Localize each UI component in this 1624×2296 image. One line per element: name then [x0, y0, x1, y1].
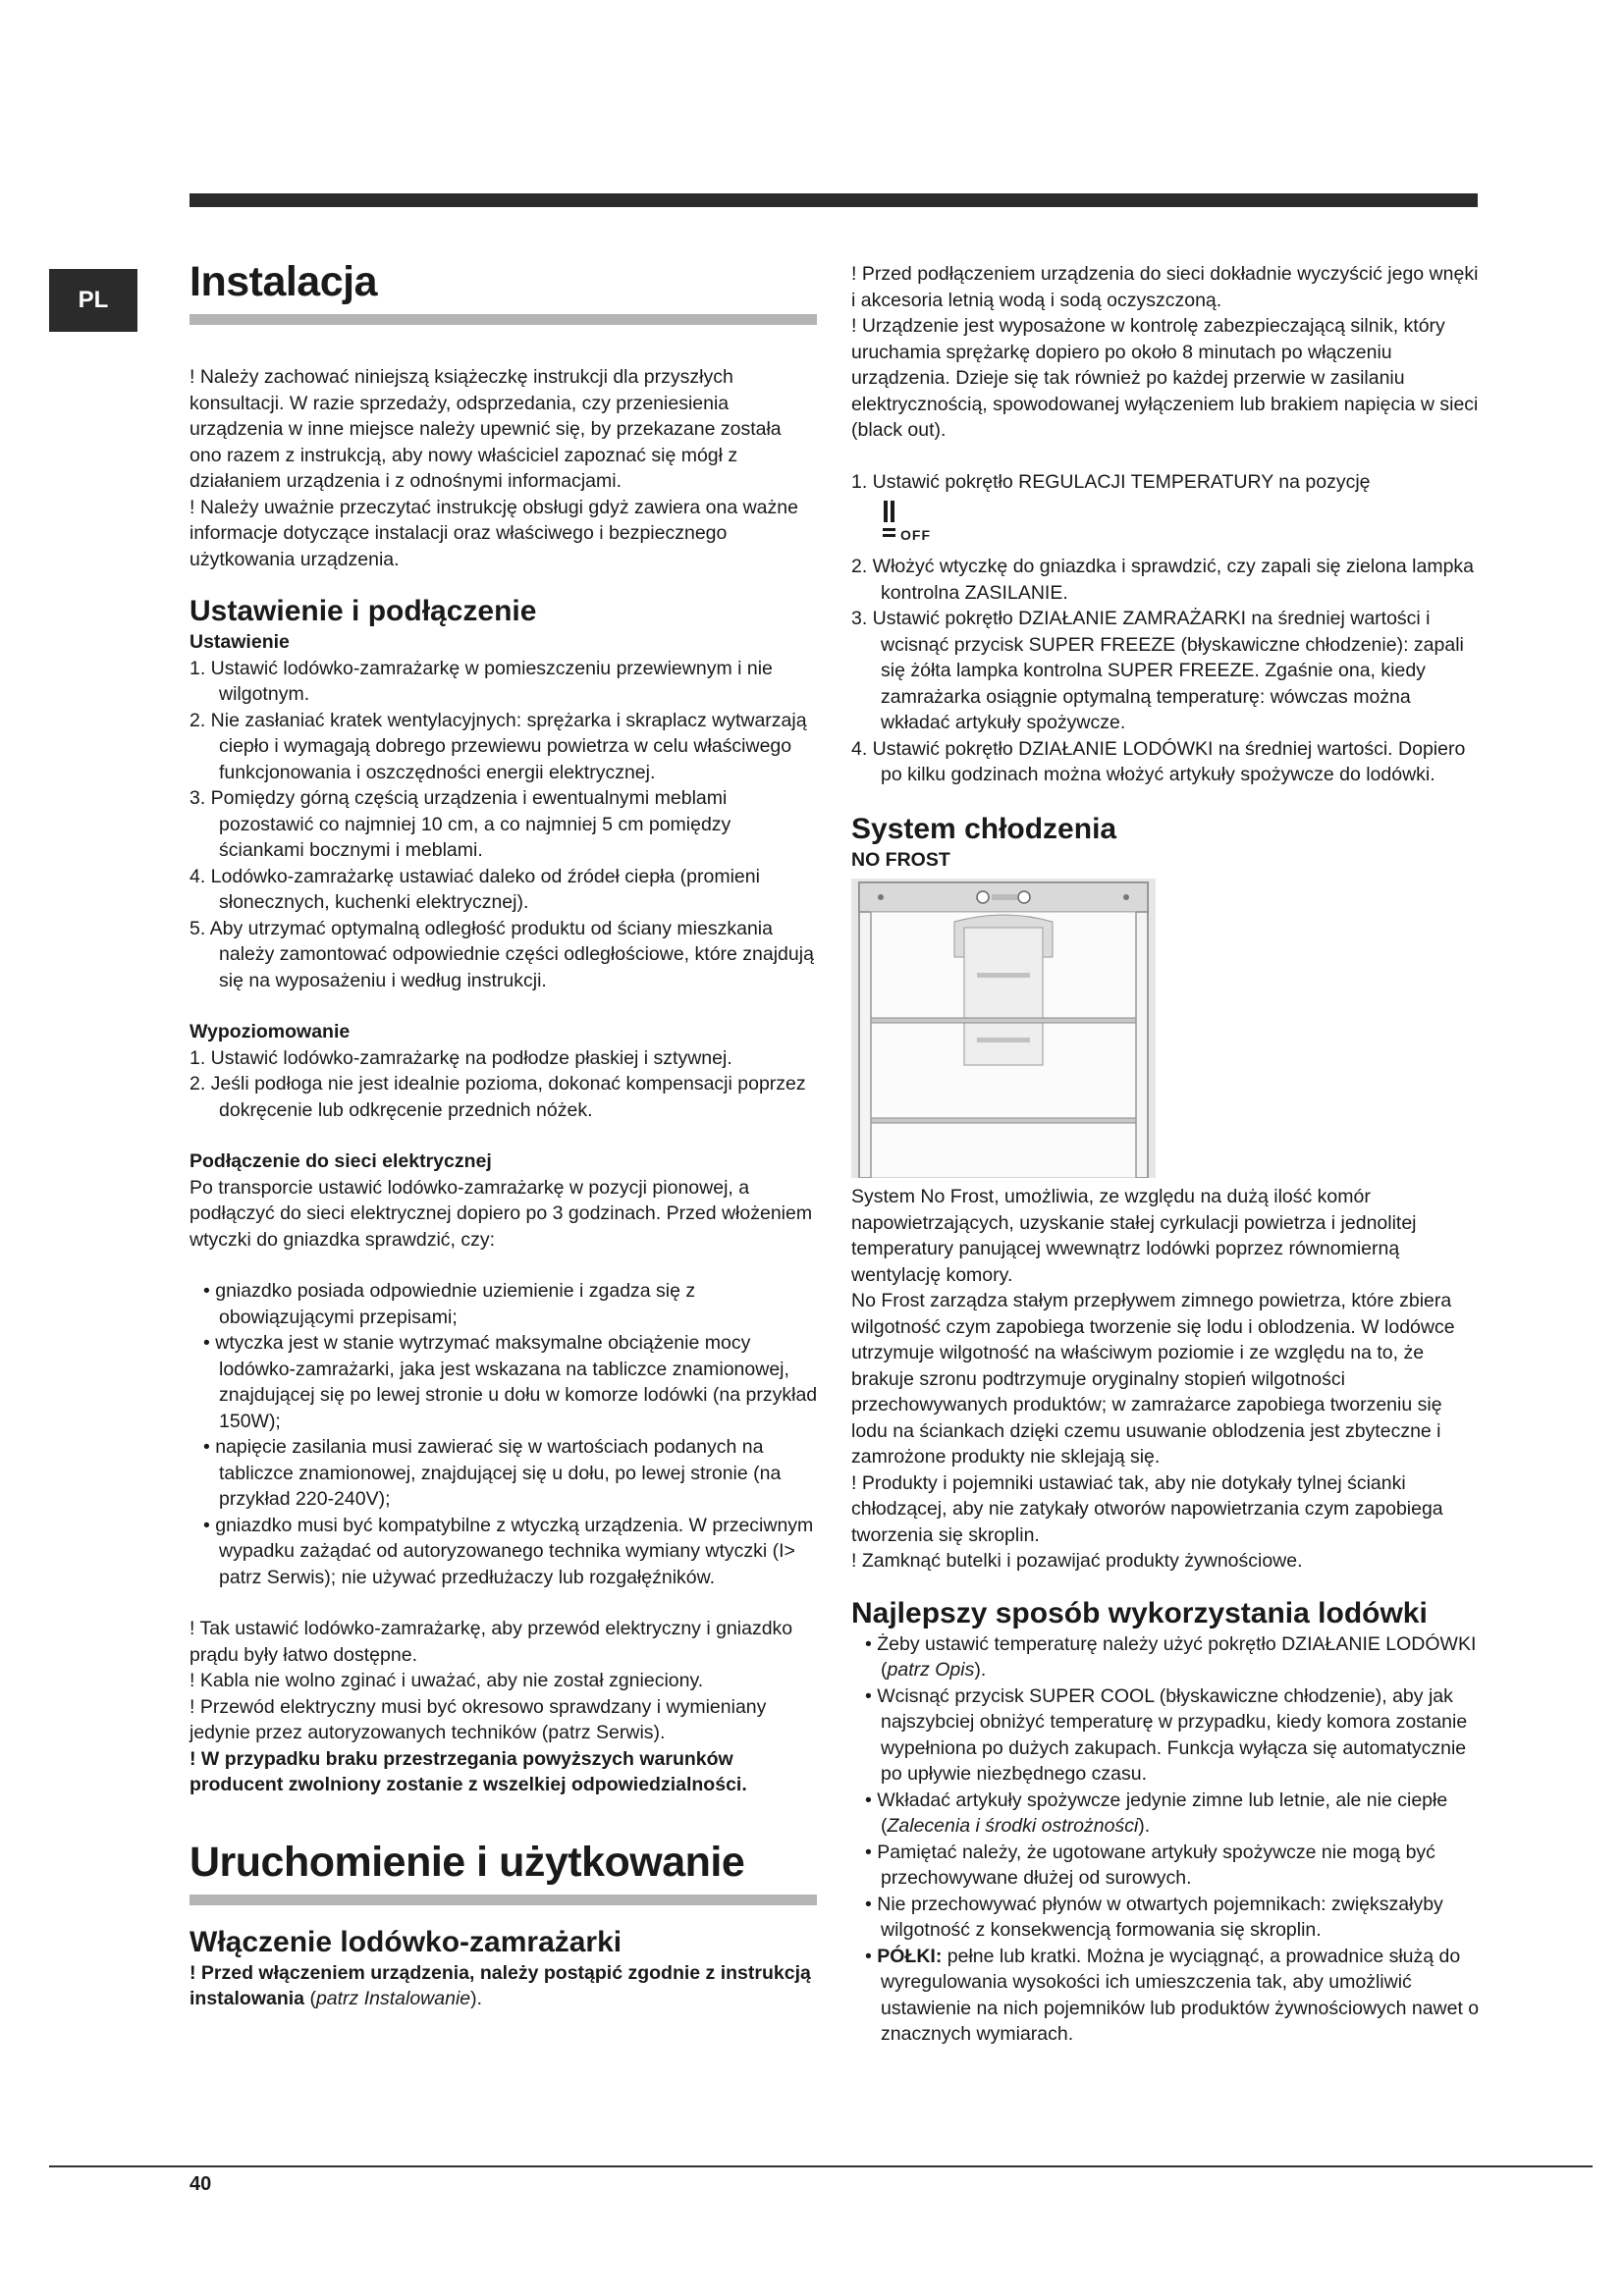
startup-steps [851, 469, 1480, 496]
list-item: • Pamiętać należy, że ugotowane artykuły spożywcze nie mogą być przechowywane dłużej od surowych. [865, 1841, 1435, 1889]
page-number: 40 [189, 2173, 212, 2195]
heading-cooling-system: System chłodzenia [851, 812, 1117, 845]
list-item: 1. Ustawić pokrętło REGULACJI TEMPERATURY na pozycję [851, 470, 1371, 493]
liability-warning: ! W przypadku braku przestrzegania powyższych warunków producent zwolniony zostanie z wszelkiej odpowiedzialności. [189, 1747, 747, 1795]
list-item: 2. Nie zasłaniać kratek wentylacyjnych: sprężarka i skraplacz wytwarzają ciepło i wymagają dobrego przewiewu powietrza w celu właściwego funkcjonowania i oszczędności energii elektrycznej. [189, 709, 807, 783]
best-use-text: pełne lub kratki. Można je wyciągnąć, a prowadnice służą do wyregulowania wysokości ich umieszczenia tak, aby umożliwić ustawienie na nich pojemników lub produktów żywnościowych nawet o znacznych wymiarach. [881, 1945, 1480, 2045]
startup-steps-cont [851, 554, 1480, 788]
list-item [851, 1944, 1480, 2048]
paren-open: ( [304, 1988, 316, 2009]
list-item: 4. Lodówko-zamrażarkę ustawiać daleko od źródeł ciepła (promieni słonecznych, kuchenki elektrycznej). [189, 865, 760, 913]
placement-steps [189, 656, 818, 994]
best-use-text: ). [974, 1659, 987, 1681]
list-item: 2. Włożyć wtyczkę do gniazdka i sprawdzić, czy zapali się zielona lampka kontrolna ZASILANIE. [851, 556, 1475, 604]
list-item: • gniazdko posiada odpowiednie uziemienie i zgadza się z obowiązującymi przepisami; [203, 1280, 696, 1328]
paren-close: ). [470, 1988, 483, 2009]
switch-on-bold: ! Przed włączeniem urządzenia, należy postąpić zgodnie z instrukcją instalowania [189, 1961, 811, 2009]
cross-reference: Zalecenia i środki ostrożności [887, 1815, 1139, 1837]
motor-protection-paragraph: ! Urządzenie jest wyposażone w kontrolę zabezpieczającą silnik, który uruchamia sprężarkę dopiero po około 8 minutach po włączeniu urządzenia. Dzieje się tak również po każdej przerwie w zasilaniu elektrycznością, spowodowanej wyłączeniem lub brakiem napięcia w sieci (black out). [851, 315, 1479, 441]
subheading-placement: Ustawienie [189, 631, 290, 653]
shelves-label: PÓŁKI: [877, 1945, 943, 1967]
list-item: • Wcisnąć przycisk SUPER COOL (błyskawiczne chłodzenie), aby jak najszybciej obniżyć temperaturę w przypadku, kiedy komora zostanie wypełniona po dużych zakupach. Funkcja wyłącza się automatycznie po upływie niezbędnego czasu. [865, 1684, 1468, 1785]
electrical-paragraph: Po transporcie ustawić lodówko-zamrażarkę w pozycji pionowej, a podłączyć do sieci elektrycznej dopiero po 3 godzinach. Przed włożeniem wtyczki do gniazdka sprawdzić, czy: [189, 1176, 813, 1251]
no-frost-paragraph: No Frost zarządza stałym przepływem zimnego powietrza, które zbiera wilgotność czym zapobiega tworzenie się lodu i oblodzenia. W lodówce utrzymuje wilgotność na właściwym poziomie i ze względu na to, że brakuje szronu podtrzymuje oryginalny stopień wilgotności przechowywanych produktów; w zamrażarce zapobiega tworzeniu się lodu na ściankach dzięki czemu usuwanie oblodzenia jest zbyteczne i zamrożone produkty nie sklejają się. [851, 1290, 1455, 1468]
intro-paragraph: ! Należy uważnie przeczytać instrukcję obsługi gdyż zawiera ona ważne informacje dotyczące instalacji oraz właściwego i bezpiecznego użytkowania urządzenia. [189, 496, 798, 570]
left-column [189, 257, 818, 2012]
bullet: • [865, 1945, 878, 1967]
warning-paragraph: ! Tak ustawić lodówko-zamrażarkę, aby przewód elektryczny i gniazdko prądu były łatwo dostępne. [189, 1618, 793, 1666]
cross-reference: patrz Opis [887, 1659, 975, 1681]
heading-switch-on: Włączenie lodówko-zamrażarki [189, 1925, 623, 1958]
list-item [851, 1631, 1480, 1683]
best-use-list [851, 1631, 1480, 2048]
off-symbol-icon [881, 495, 999, 554]
list-item: 3. Pomiędzy górną częścią urządzenia i ewentualnymi meblami pozostawić co najmniej 10 cm, a co najmniej 5 cm pomiędzy ściankami bocznymi i meblami. [189, 787, 731, 861]
footer-rule [49, 2165, 1593, 2167]
title-underline [189, 314, 817, 325]
no-frost-paragraph: System No Frost, umożliwia, ze względu na dużą ilość komór napowietrzających, uzyskanie stałej cyrkulacji powietrza i jednolitej temperatury panującej wwewnątrz lodówki poprzez równomierną wentylację komory. [851, 1186, 1417, 1286]
best-use-text: • Żeby ustawić temperaturę należy użyć pokrętło DZIAŁANIE LODÓWKI ( [865, 1632, 1477, 1681]
best-use-text: ). [1138, 1815, 1151, 1837]
list-item: • napięcie zasilania musi zawierać się w wartościach podanych na tabliczce znamionowej, znajdującej się u dołu, po lewej stronie (na przykład 220-240V); [203, 1436, 782, 1510]
no-frost-warning: ! Produkty i pojemniki ustawiać tak, aby nie dotykały tylnej ścianki chłodzącej, aby nie zatykały otworów napowietrzania czym zapobiega tworzenia się skroplin. [851, 1471, 1443, 1546]
switch-on-paragraph [189, 1960, 818, 2012]
section-title-installation: Instalacja [189, 258, 377, 305]
subheading-no-frost: NO FROST [851, 848, 950, 871]
list-item: 1. Ustawić lodówko-zamrażarkę w pomieszczeniu przewiewnym i nie wilgotnym. [189, 657, 773, 705]
off-position-icon [881, 495, 1480, 554]
title-underline [189, 1895, 817, 1905]
list-item [851, 1788, 1480, 1840]
best-use-text: • Wkładać artykuły spożywcze jedynie zimne lub letnie, ale nie ciepłe ( [865, 1789, 1448, 1837]
list-item: • gniazdko musi być kompatybilne z wtyczką urządzenia. W przeciwnym wypadku zażądać od autoryzowanego technika wymiany wtyczki (I> patrz Serwis); nie używać przedłużaczy lub rozgałęźników. [203, 1514, 814, 1588]
list-item: • Nie przechowywać płynów w otwartych pojemnikach: zwiększałyby wilgotność z konsekwencją formowania się skroplin. [865, 1893, 1443, 1941]
warning-paragraph: ! Kabla nie wolno zginać i uważać, aby nie został zgnieciony. [189, 1670, 704, 1691]
fridge-interior-illustration [851, 879, 1156, 1178]
list-item: 1. Ustawić lodówko-zamrażarkę na podłodze płaskiej i sztywnej. [189, 1046, 732, 1069]
list-item: 5. Aby utrzymać optymalną odległość produktu od ściany mieszkania należy zamontować odpowiednie części odległościowe, które znajdują się na wyposażeniu i według instrukcji. [189, 917, 814, 991]
subheading-leveling: Wypoziomowanie [189, 1021, 351, 1042]
list-item: 2. Jeśli podłoga nie jest idealnie pozioma, dokonać kompensacji poprzez dokręcenie lub odkręcenie przednich nóżek. [189, 1073, 806, 1121]
list-item: • wtyczka jest w stanie wytrzymać maksymalne obciążenie mocy lodówko-zamrażarki, jaka jest wskazana na tabliczce znamionowej, znajdującej się po lewej stronie u dołu w komorze lodówki (na przykład 150W); [203, 1332, 818, 1432]
right-column [851, 261, 1480, 2048]
no-frost-warning: ! Zamknąć butelki i pozawijać produkty żywnościowe. [851, 1550, 1303, 1572]
cross-reference: patrz Instalowanie [315, 1988, 471, 2009]
heading-placement-connection: Ustawienie i podłączenie [189, 595, 537, 627]
list-item: 3. Ustawić pokrętło DZIAŁANIE ZAMRAŻARKI na średniej wartości i wcisnąć przycisk SUPER FREEZE (błyskawiczne chłodzenie): zapali się żółta lampka kontrolna SUPER FREEZE. Zgaśnie ona, kiedy zamrażarka osiągnie optymalną temperaturę: wówczas można wkładać artykuły spożywcze. [851, 608, 1464, 733]
section-title-start-use: Uruchomienie i użytkowanie [189, 1838, 745, 1886]
off-label: OFF [900, 527, 931, 543]
leveling-steps [189, 1045, 818, 1124]
electrical-checklist [189, 1278, 818, 1590]
heading-best-use: Najlepszy sposób wykorzystania lodówki [851, 1596, 1428, 1629]
header-rule [189, 193, 1478, 207]
cleaning-paragraph: ! Przed podłączeniem urządzenia do sieci dokładnie wyczyścić jego wnęki i akcesoria letnią wodą i sodą oczyszczoną. [851, 263, 1479, 311]
list-item: 4. Ustawić pokrętło DZIAŁANIE LODÓWKI na średniej wartości. Dopiero po kilku godzinach można włożyć artykuły spożywcze do lodówki. [851, 737, 1466, 785]
warning-paragraph: ! Przewód elektryczny musi być okresowo sprawdzany i wymieniany jedynie przez autoryzowanych techników (patrz Serwis). [189, 1695, 767, 1743]
intro-paragraph: ! Należy zachować niniejszą książeczkę instrukcji dla przyszłych konsultacji. W razie sprzedaży, odsprzedania, czy przeniesienia urządzenia w inne miejsce należy upewnić się, by przekazane została ono razem z instrukcją, aby nowy właściciel zapoznać się mógł z działaniem urządzenia i z odnośnymi informacjami. [189, 366, 782, 492]
subheading-electrical: Podłączenie do sieci elektrycznej [189, 1150, 492, 1172]
language-tab: PL [49, 269, 137, 332]
